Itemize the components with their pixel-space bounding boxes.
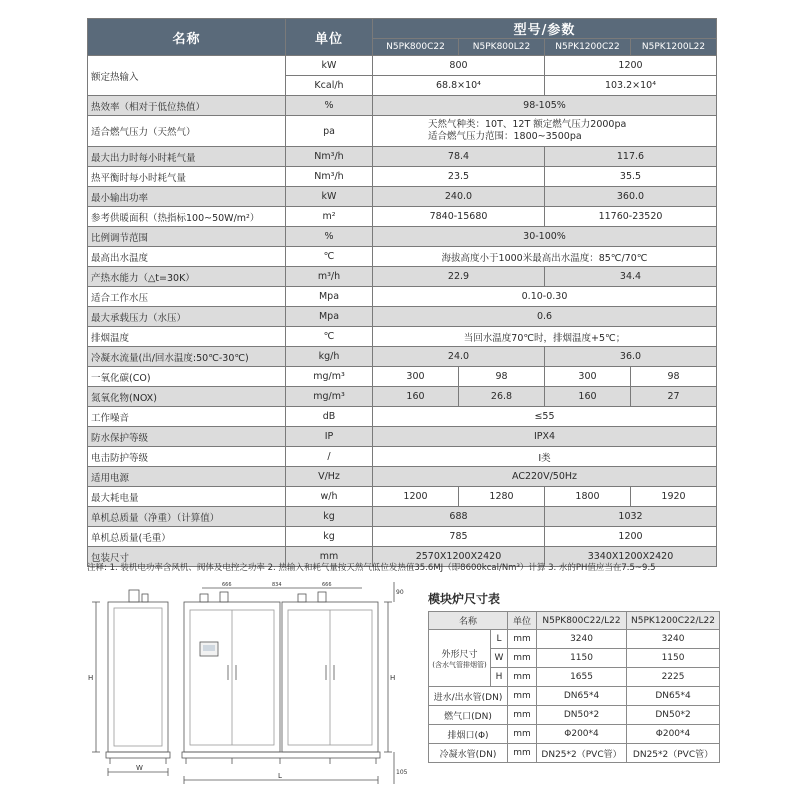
mod-header-model: N5PK800C22/L22: [537, 612, 627, 630]
row-label: 最大耗电量: [88, 487, 286, 507]
dim-symbol: W: [491, 649, 508, 668]
table-row: [88, 147, 717, 167]
gas-note-line: 适合燃气压力范围：1800~3500pa: [428, 131, 582, 142]
header-model: N5PK800C22: [373, 39, 459, 56]
value-cell: Φ200*4: [627, 725, 720, 744]
value-cell: 360.0: [545, 187, 717, 207]
value-cell: DN25*2（PVC管）: [537, 744, 627, 763]
value-cell: 117.6: [545, 147, 717, 167]
row-label: 单机总质量（净重）（计算值）: [88, 507, 286, 527]
value-cell: 103.2×10⁴: [545, 76, 717, 96]
dim-label-w: W: [136, 764, 143, 772]
table-row: [88, 116, 717, 147]
value-cell: 785: [373, 527, 545, 547]
row-label: 产热水能力（△t=30K）: [88, 267, 286, 287]
row-label: 适合工作水压: [88, 287, 286, 307]
value-cell: 34.4: [545, 267, 717, 287]
header-model: N5PK1200C22: [545, 39, 631, 56]
row-unit: mm: [508, 630, 537, 649]
value-cell: AC220V/50Hz: [373, 467, 717, 487]
table-row: [88, 527, 717, 547]
value-cell: DN65*4: [627, 687, 720, 706]
value-cell: 11760-23520: [545, 207, 717, 227]
mod-header-name: 名称: [429, 612, 508, 630]
value-cell: DN50*2: [537, 706, 627, 725]
mod-header-unit: 单位: [508, 612, 537, 630]
value-cell: [373, 116, 717, 147]
value-cell: 800: [373, 56, 545, 76]
row-unit: m³/h: [286, 267, 373, 287]
value-cell: 240.0: [373, 187, 545, 207]
value-cell: 27: [631, 387, 717, 407]
table-row: [88, 427, 717, 447]
table-row: [88, 347, 717, 367]
module-size-table: [428, 611, 720, 763]
side-view-body: [108, 602, 168, 752]
row-label: 电击防护等级: [88, 447, 286, 467]
spec-table: [87, 18, 717, 567]
row-unit: Mpa: [286, 287, 373, 307]
value-cell: 1920: [631, 487, 717, 507]
value-cell: 26.8: [459, 387, 545, 407]
value-cell: 当回水温度70℃时，排烟温度+5℃；: [373, 327, 717, 347]
table-row: [88, 307, 717, 327]
table-row: [88, 447, 717, 467]
row-label: 冷凝水管(DN): [429, 744, 508, 763]
table-row: [88, 327, 717, 347]
dim-label-pipe: 666: [222, 582, 232, 588]
value-cell: 1280: [459, 487, 545, 507]
value-cell: 0.10-0.30: [373, 287, 717, 307]
row-unit: dB: [286, 407, 373, 427]
table-row: [88, 227, 717, 247]
value-cell: DN25*2（PVC管）: [627, 744, 720, 763]
value-cell: 7840-15680: [373, 207, 545, 227]
value-cell: 1800: [545, 487, 631, 507]
value-cell: IPX4: [373, 427, 717, 447]
value-cell: 36.0: [545, 347, 717, 367]
row-unit: Nm³/h: [286, 147, 373, 167]
table-row: [88, 56, 717, 76]
value-cell: 1032: [545, 507, 717, 527]
value-cell: 688: [373, 507, 545, 527]
mod-header-model: N5PK1200C22/L22: [627, 612, 720, 630]
value-cell: 23.5: [373, 167, 545, 187]
row-label: 氮氧化物(NOX): [88, 387, 286, 407]
value-cell: 30-100%: [373, 227, 717, 247]
value-cell: 300: [373, 367, 459, 387]
row-unit: w/h: [286, 487, 373, 507]
header-unit: 单位: [286, 19, 373, 56]
table-row: [88, 367, 717, 387]
row-label: 比例调节范围: [88, 227, 286, 247]
value-cell: 2570X1200X2420: [373, 547, 545, 567]
row-label: 排烟口(Φ): [429, 725, 508, 744]
row-unit: mg/m³: [286, 367, 373, 387]
header-model-param: 型号/参数: [373, 19, 717, 39]
row-label: 进水/出水管(DN): [429, 687, 508, 706]
boiler-dimension-drawing: [82, 580, 408, 785]
dim-label-l: L: [278, 772, 282, 780]
dim-label-h-right: H: [390, 674, 396, 682]
gas-note-line: 天然气种类：10T、12T 额定燃气压力2000pa: [428, 119, 627, 130]
row-unit: ℃: [286, 247, 373, 267]
row-unit: /: [286, 447, 373, 467]
row-unit: pa: [286, 116, 373, 147]
table-row: [429, 706, 720, 725]
table-row: [88, 167, 717, 187]
row-unit: ℃: [286, 327, 373, 347]
row-unit: Nm³/h: [286, 167, 373, 187]
dim-label-top: 90: [396, 589, 404, 596]
row-unit: mm: [508, 744, 537, 763]
table-row: [88, 487, 717, 507]
row-label: 单机总质量(毛重）: [88, 527, 286, 547]
side-view-chimney: [129, 590, 139, 602]
footnote: 注释: 1. 装机电功率含风机、阀体及电控之功率 2. 热输入和耗气量按天然气低位发热值35.6MJ（即8600kcal/Nm³）计算 3. 水的PH值应当在7.5~9.5: [87, 563, 656, 573]
row-unit: mg/m³: [286, 387, 373, 407]
table-row: [88, 387, 717, 407]
value-cell: 1150: [537, 649, 627, 668]
row-unit: mm: [508, 725, 537, 744]
row-label: 最大承载压力（水压）: [88, 307, 286, 327]
table-row: [88, 407, 717, 427]
value-cell: 78.4: [373, 147, 545, 167]
value-cell: 2225: [627, 668, 720, 687]
header-model: N5PK1200L22: [631, 39, 717, 56]
value-cell: 3240: [627, 630, 720, 649]
table-row: [88, 96, 717, 116]
row-label: 排烟温度: [88, 327, 286, 347]
value-cell: DN50*2: [627, 706, 720, 725]
row-label: 最高出水温度: [88, 247, 286, 267]
row-unit: kW: [286, 187, 373, 207]
table-row: [88, 467, 717, 487]
dim-label-bottom: 105: [396, 769, 408, 776]
value-cell: 300: [545, 367, 631, 387]
header-name: 名称: [88, 19, 286, 56]
row-label: 额定热输入: [88, 56, 286, 96]
row-label: 燃气口(DN): [429, 706, 508, 725]
row-unit: mm: [508, 649, 537, 668]
row-label: 适合燃气压力（天然气）: [88, 116, 286, 147]
value-cell: 1150: [627, 649, 720, 668]
table-row: [88, 247, 717, 267]
row-label: 工作噪音: [88, 407, 286, 427]
value-cell: I类: [373, 447, 717, 467]
row-label: 适用电源: [88, 467, 286, 487]
row-label: 防水保护等级: [88, 427, 286, 447]
value-cell: 3340X1200X2420: [545, 547, 717, 567]
dim-label-h-left: H: [88, 674, 94, 682]
row-unit: mm: [508, 668, 537, 687]
module-table-title: 模块炉尺寸表: [428, 592, 501, 606]
header-model: N5PK800L22: [459, 39, 545, 56]
value-cell: 35.5: [545, 167, 717, 187]
row-unit: IP: [286, 427, 373, 447]
row-unit: kg/h: [286, 347, 373, 367]
row-label: 最小输出功率: [88, 187, 286, 207]
row-label: 热平衡时每小时耗气量: [88, 167, 286, 187]
dim-label-pipe: 834: [272, 582, 282, 588]
value-cell: 98-105%: [373, 96, 717, 116]
table-row: [429, 630, 720, 649]
value-cell: 3240: [537, 630, 627, 649]
value-cell: 1200: [373, 487, 459, 507]
value-cell: 1200: [545, 527, 717, 547]
table-row: [429, 687, 720, 706]
value-cell: 98: [459, 367, 545, 387]
value-cell: 1200: [545, 56, 717, 76]
row-unit: mm: [508, 706, 537, 725]
value-cell: ≤55: [373, 407, 717, 427]
dim-label-pipe: 666: [322, 582, 332, 588]
value-cell: 22.9: [373, 267, 545, 287]
dim-symbol: L: [491, 630, 508, 649]
table-row: [88, 187, 717, 207]
table-row: [429, 744, 720, 763]
value-cell: 98: [631, 367, 717, 387]
value-cell: 海拔高度小于1000米最高出水温度：85℃/70℃: [373, 247, 717, 267]
row-unit: kg: [286, 507, 373, 527]
outer-size-label: [429, 630, 491, 687]
row-unit: V/Hz: [286, 467, 373, 487]
value-cell: 24.0: [373, 347, 545, 367]
outer-size-title: 外形尺寸: [441, 649, 478, 660]
row-unit: m²: [286, 207, 373, 227]
table-row: [88, 267, 717, 287]
row-label: 最大出力时每小时耗气量: [88, 147, 286, 167]
outer-size-note: (含水气管排烟管): [432, 660, 487, 669]
row-label: 一氧化碳(CO): [88, 367, 286, 387]
row-unit: %: [286, 96, 373, 116]
value-cell: 160: [373, 387, 459, 407]
value-cell: 1655: [537, 668, 627, 687]
value-cell: 68.8×10⁴: [373, 76, 545, 96]
row-unit: Kcal/h: [286, 76, 373, 96]
row-unit: %: [286, 227, 373, 247]
row-unit: Mpa: [286, 307, 373, 327]
row-unit: kg: [286, 527, 373, 547]
row-unit: kW: [286, 56, 373, 76]
row-label: 热效率（相对于低位热值）: [88, 96, 286, 116]
value-cell: DN65*4: [537, 687, 627, 706]
row-label: 包装尺寸: [88, 547, 286, 567]
row-unit: mm: [508, 687, 537, 706]
value-cell: Φ200*4: [537, 725, 627, 744]
table-row: [429, 725, 720, 744]
row-label: 参考供暖面积（热指标100~50W/m²）: [88, 207, 286, 227]
table-row: [88, 507, 717, 527]
table-row: [88, 207, 717, 227]
value-cell: 160: [545, 387, 631, 407]
row-unit: mm: [286, 547, 373, 567]
table-row: [88, 287, 717, 307]
row-label: 冷凝水流量(出/回水温度:50℃-30℃): [88, 347, 286, 367]
dim-symbol: H: [491, 668, 508, 687]
value-cell: 0.6: [373, 307, 717, 327]
